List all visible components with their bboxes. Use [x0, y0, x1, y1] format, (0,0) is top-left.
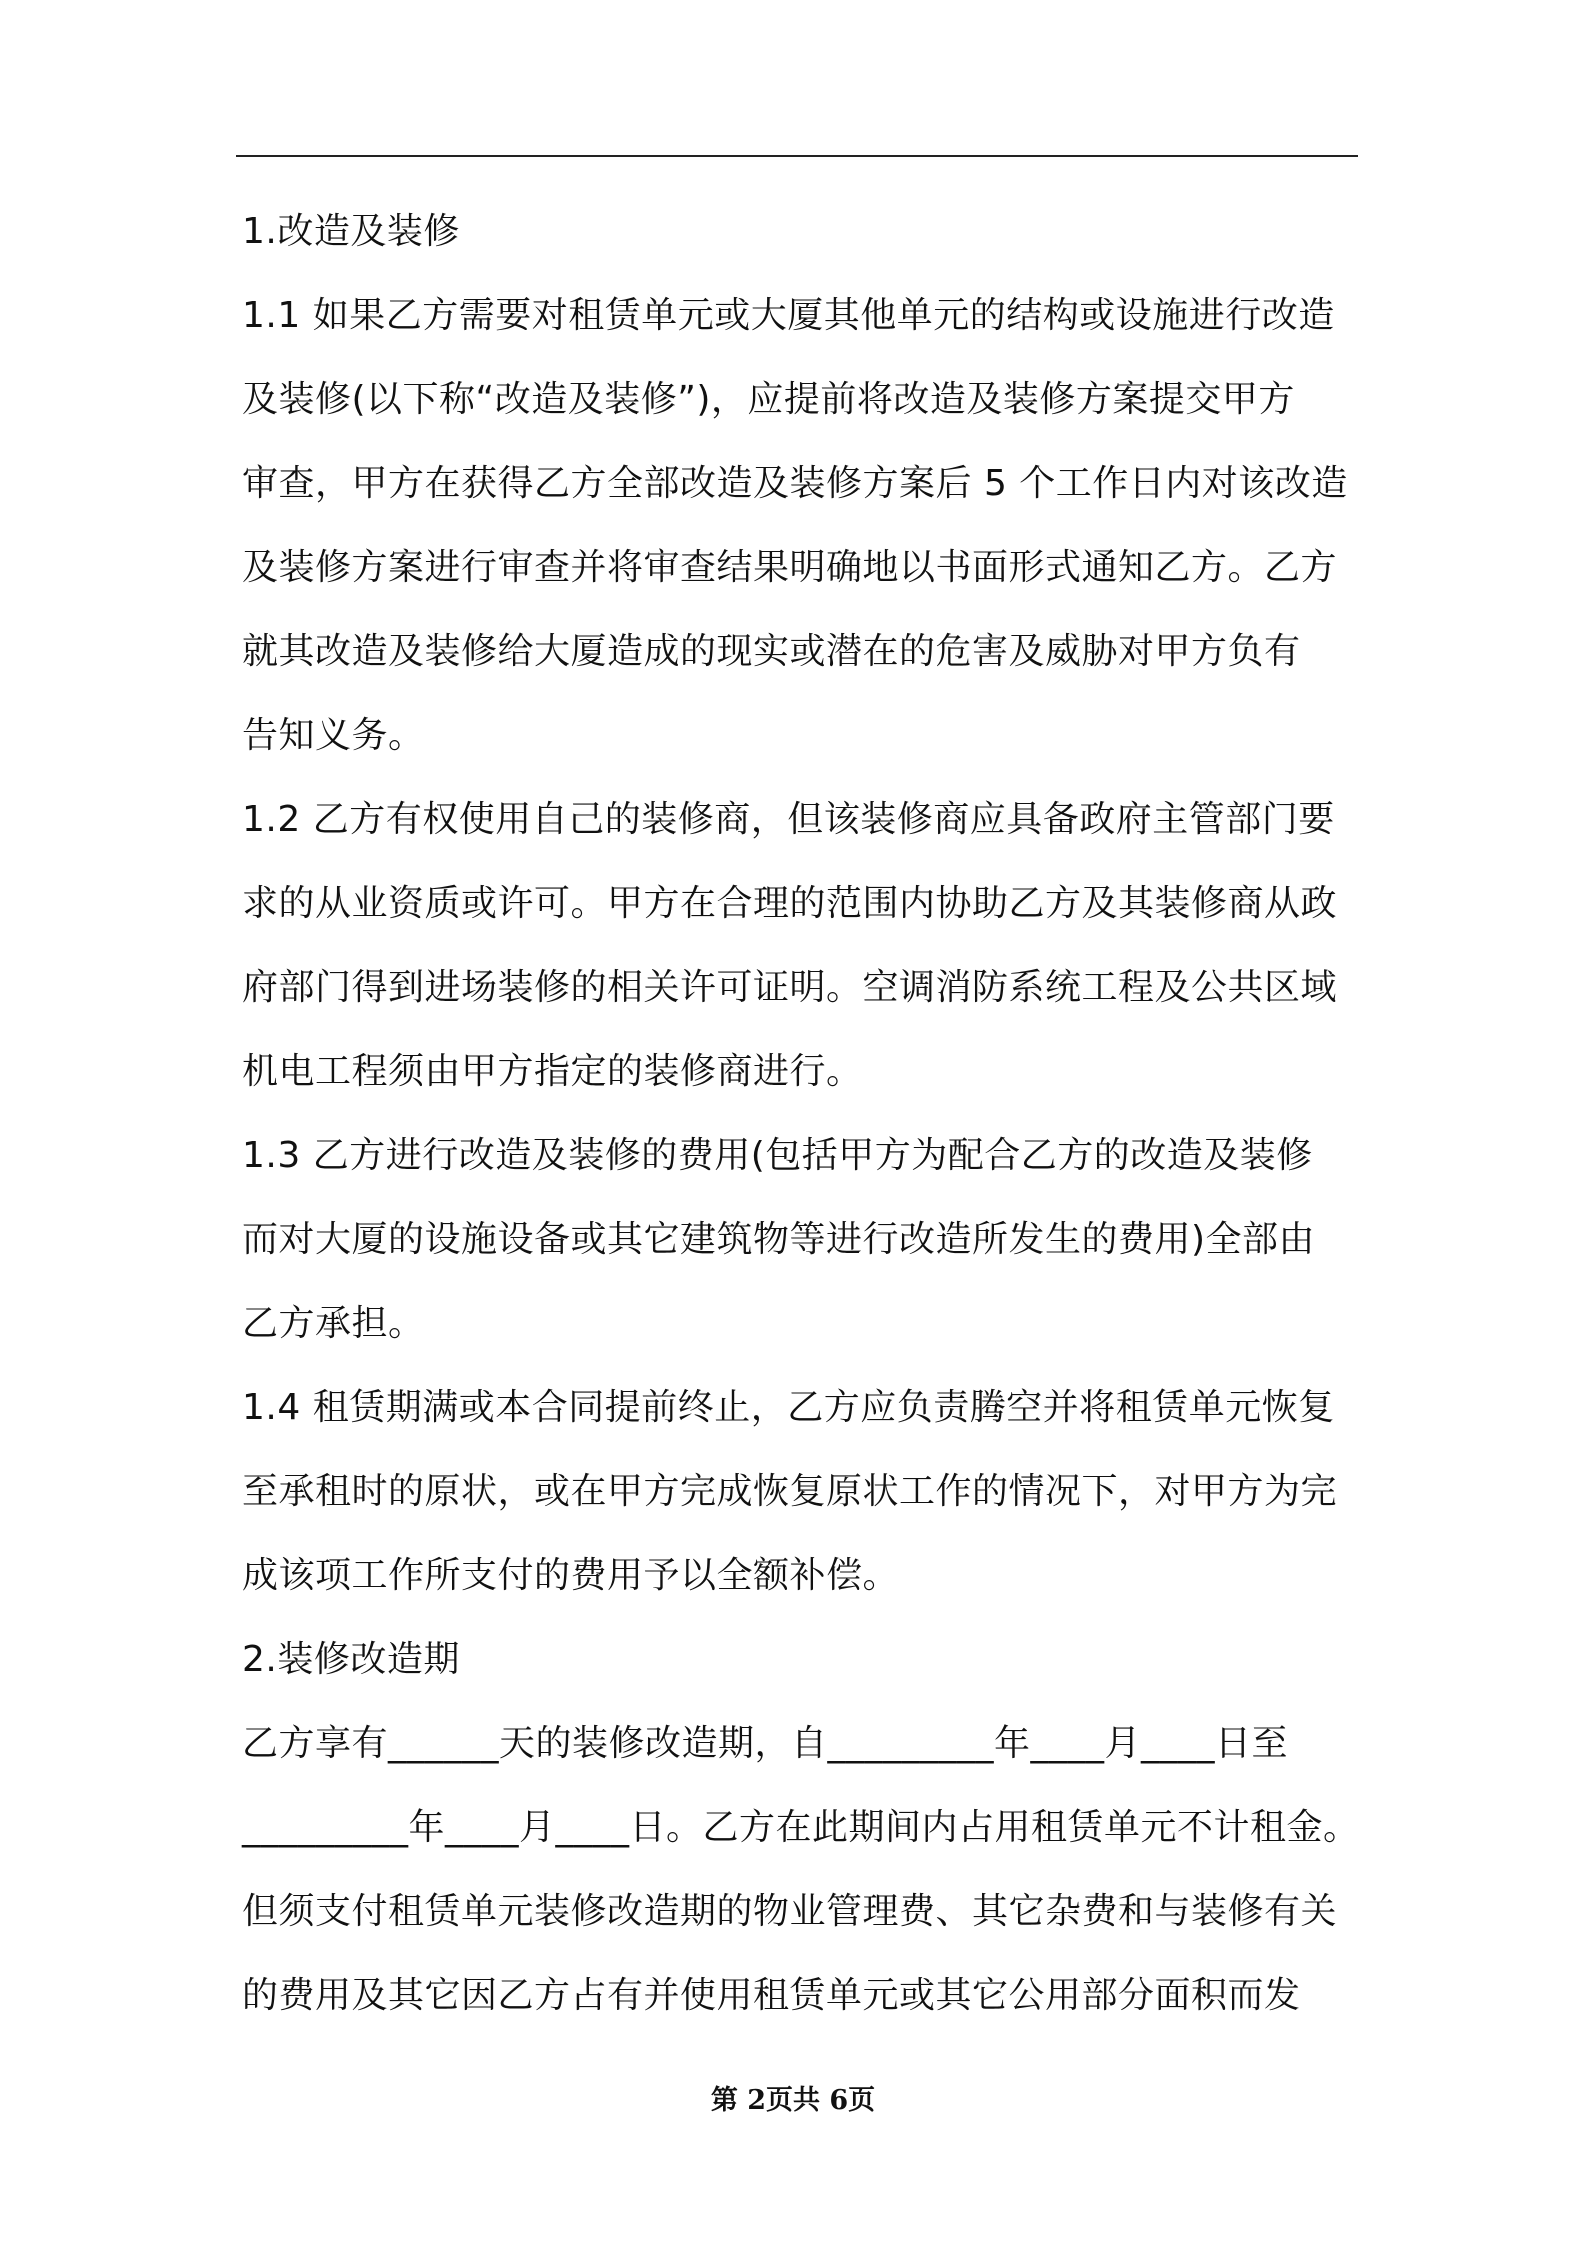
clause-line: 成该项工作所支付的费用予以全额补偿。 [242, 1555, 900, 1596]
document-body [242, 190, 1372, 2038]
page-number: 第 2页共 6页 [710, 2085, 876, 2116]
clause-line: 府部门得到进场装修的相关许可证明。空调消防系统工程及公共区域 [242, 967, 1338, 1008]
clause-line: 及装修方案进行审查并将审查结果明确地以书面形式通知乙方。乙方 [242, 547, 1338, 588]
clause-line: 1.4 租赁期满或本合同提前终止，乙方应负责腾空并将租赁单元恢复 [242, 1387, 1335, 1428]
clause-line: 1.3 乙方进行改造及装修的费用(包括甲方为配合乙方的改造及装修 [242, 1135, 1313, 1176]
clause-line: 乙方承担。 [242, 1303, 425, 1344]
section-heading-renovation-period: 2.装修改造期 [242, 1639, 460, 1680]
clause-line: 告知义务。 [242, 715, 425, 756]
clause-line: 审查，甲方在获得乙方全部改造及装修方案后 5 个工作日内对该改造 [242, 463, 1348, 504]
clause-line: 机电工程须由甲方指定的装修商进行。 [242, 1051, 863, 1092]
clause-line: 1.1 如果乙方需要对租赁单元或大厦其他单元的结构或设施进行改造 [242, 295, 1335, 336]
clause-line: 1.2 乙方有权使用自己的装修商，但该装修商应具备政府主管部门要 [242, 799, 1335, 840]
clause-line: 而对大厦的设施设备或其它建筑物等进行改造所发生的费用)全部由 [242, 1219, 1316, 1260]
clause-line: 至承租时的原状，或在甲方完成恢复原状工作的情况下，对甲方为完 [242, 1471, 1338, 1512]
clause-line: 乙方享有______天的装修改造期，自_________年____月____日至 [242, 1723, 1289, 1764]
clause-line: 但须支付租赁单元装修改造期的物业管理费、其它杂费和与装修有关 [242, 1891, 1338, 1932]
clause-line: 求的从业资质或许可。甲方在合理的范围内协助乙方及其装修商从政 [242, 883, 1338, 924]
clause-line: 的费用及其它因乙方占有并使用租赁单元或其它公用部分面积而发 [242, 1975, 1301, 2016]
clause-line: 就其改造及装修给大厦造成的现实或潜在的危害及威胁对甲方负有 [242, 631, 1301, 672]
clause-line: 及装修(以下称“改造及装修”)，应提前将改造及装修方案提交甲方 [242, 379, 1295, 420]
clause-line: _________年____月____日。乙方在此期间内占用租赁单元不计租金。 [242, 1807, 1360, 1848]
section-heading-renovation: 1.改造及装修 [242, 211, 460, 252]
header-rule [236, 155, 1358, 157]
